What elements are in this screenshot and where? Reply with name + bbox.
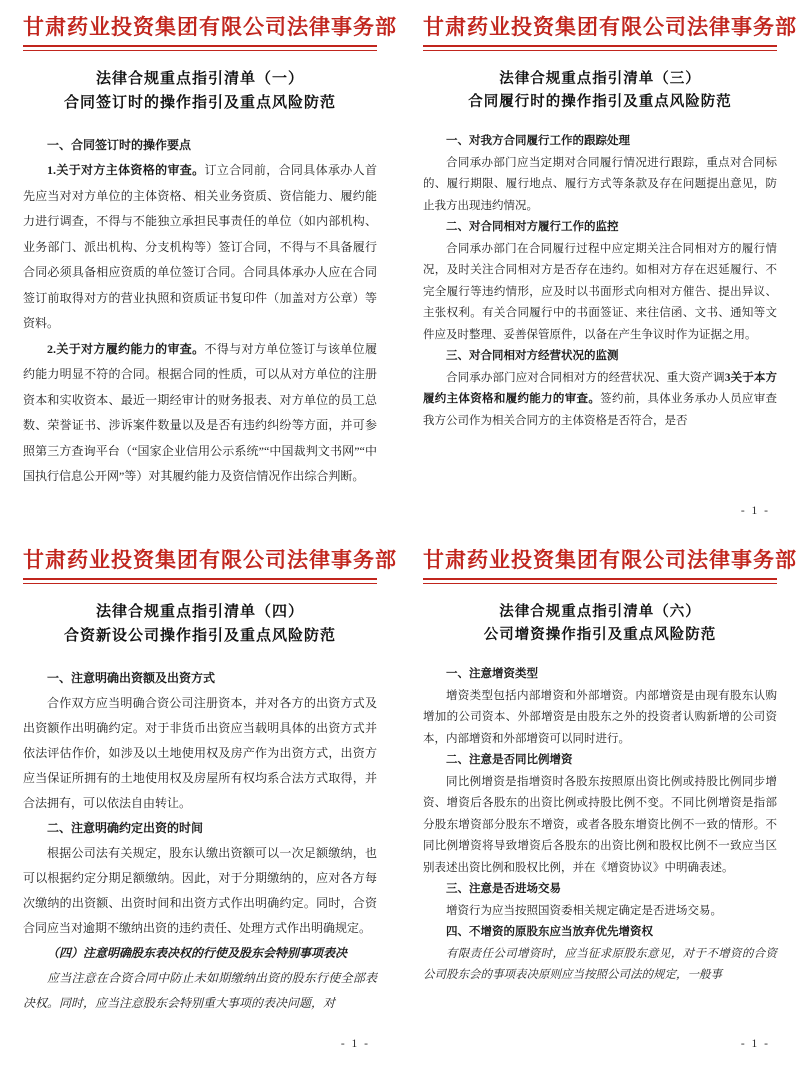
section-heading: 一、合同签订时的操作要点: [47, 137, 192, 152]
department-banner: 甘肃药业投资集团有限公司法律事务部: [23, 15, 397, 39]
doc-title-line2: 合同履行时的操作指引及重点风险防范: [468, 93, 732, 110]
document-page: [0, 0, 400, 533]
doc-title: [423, 601, 777, 646]
paragraph: 增资类型包括内部增资和外部增资。内部增资是由现有股东认购增加的公司资本、外部增资是由股东之外的投资者认购新增的公司资本，内部增资和外部增资可以同时进行。: [423, 689, 777, 745]
document-page: [400, 0, 800, 533]
doc-title: [423, 68, 777, 113]
paragraph: 合作双方应当明确合资公司注册资本，并对各方的出资方式及出资额作出明确约定。对于非货币出资应当载明具体的出资方式并依法评估作价，如涉及以土地使用权及房产作为出资方式，出资方应当保证所拥有的土地使用权及房屋所有权均系合法方式取得，并合法拥有，可以依法自由转让。: [23, 695, 377, 810]
banner-divider: [423, 578, 777, 584]
doc-title-line2: 合同签订时的操作指引及重点风险防范: [63, 94, 336, 111]
section-heading: 一、对我方合同履行工作的跟踪处理: [446, 135, 630, 148]
page-body: [23, 666, 377, 1016]
section-heading: 二、对合同相对方履行工作的监控: [446, 221, 619, 234]
paragraph: 合同承办部门在合同履行过程中应定期关注合同相对方的履行情况，及时关注合同相对方是否存在违约。如相对方存在迟延履行、不完全履行等违约情形，应及时以书面形式向相对方催告、提出异议、主张权利。有关合同履行中的书面签证、来往信函、文书、通知等文件应及时整理、妥善保管原件，以备在产生争议时作为证据之用。: [423, 242, 777, 341]
doc-title-line1: 法律合规重点指引清单（四）: [95, 604, 304, 621]
section-heading: 四、不增资的原股东应当放弃优先增资权: [446, 926, 653, 939]
page-number: - 1 -: [340, 1038, 370, 1050]
doc-title-line1: 法律合规重点指引清单（六）: [499, 604, 701, 621]
document-page: [0, 533, 400, 1066]
page-body: [423, 131, 777, 432]
doc-title-line2: 合资新设公司操作指引及重点风险防范: [63, 627, 336, 644]
section-heading: 一、注意明确出资额及出资方式: [47, 670, 216, 685]
department-banner: 甘肃药业投资集团有限公司法律事务部: [423, 15, 797, 39]
document-page: [400, 533, 800, 1066]
paragraph: 有限责任公司增资时，应当征求原股东意见，对于不增资的合资公司股东会的事项表决原则应当按照公司法的规定，一般事: [423, 947, 777, 982]
section-heading: 一、注意增资类型: [446, 668, 538, 681]
page-number: - 1 -: [740, 505, 770, 517]
paragraph: 根据公司法有关规定，股东认缴出资额可以一次足额缴纳，也可以根据约定分期足额缴纳。因此，对于分期缴纳的，应对各方每次缴纳的出资额、出资时间和出资方式作出明确约定。同时，合资合同应当对逾期不缴纳出资的违约责任、处理方式作出明确规定。: [23, 845, 377, 935]
doc-title-line1: 法律合规重点指引清单（一）: [95, 71, 304, 88]
department-banner: 甘肃药业投资集团有限公司法律事务部: [23, 548, 397, 572]
section-heading: 三、注意是否进场交易: [446, 883, 561, 896]
section-heading: 三、对合同相对方经营状况的监测: [446, 350, 619, 363]
section-heading: 二、注意是否同比例增资: [446, 754, 573, 767]
paragraph: 增资行为应当按照国资委相关规定确定是否进场交易。: [446, 904, 722, 917]
page-body: [423, 664, 777, 987]
department-banner: 甘肃药业投资集团有限公司法律事务部: [423, 548, 797, 572]
paragraph: 合同承办部门应对合同相对方的经营状况、重大资产调3关于本方履约主体资格和履约能力的审查。签约前，具体业务承办人员应审查我方公司作为相关合同方的主体资格是否符合，是否: [423, 371, 778, 427]
page-body: [23, 133, 377, 490]
paragraph: 1.关于对方主体资格的审查。订立合同前，合同具体承办人首先应当对对方单位的主体资格、相关业务资质、资信能力、履约能力进行调查，不得与不能独立承担民事责任的单位（如内部机构、业务部门、派出机构、分支机构等）签订合同，不得与不具备履行合同必须具备相应资质的单位签订合同。合同具体承办人应在合同签订前取得对方的营业执照和资质证书复印件（加盖对方公章）等资料。: [23, 163, 377, 331]
banner-divider: [23, 578, 377, 584]
section-heading: （四）注意明确股东表决权的行使及股东会特别事项表决: [47, 945, 348, 960]
doc-title: [23, 601, 377, 648]
page-number: - 1 -: [740, 1038, 770, 1050]
banner-divider: [423, 45, 777, 51]
doc-title-line2: 公司增资操作指引及重点风险防范: [483, 626, 717, 643]
paragraph: 同比例增资是指增资时各股东按照原出资比例或持股比例同步增资、增资后各股东的出资比例或持股比例不变。不同比例增资是指部分股东增资部分股东不增资，或者各股东增资比例不一致的情形。不同比例增资将导致增资后各股东的出资比例和股权比例不一致应当区别表述出资比例和股权比例，并在《增资协议》中明确表述。: [423, 775, 777, 874]
paragraph: 合同承办部门应当定期对合同履行情况进行跟踪，重点对合同标的、履行期限、履行地点、履行方式等条款及存在问题提出意见，防止我方出现违约情况。: [423, 156, 777, 212]
doc-title-line1: 法律合规重点指引清单（三）: [499, 71, 701, 88]
section-heading: 二、注意明确约定出资的时间: [47, 820, 204, 835]
paragraph: 2.关于对方履约能力的审查。不得与对方单位签订与该单位履约能力明显不符的合同。根据合同的性质，可以从对方单位的注册资本和实收资本、最近一期经审计的财务报表、对方单位的员工总数、荣誉证书、涉诉案件数量以及是否有违约纠纷等方面，并可参照第三方查询平台（“国家企业信用公示系统”“中国裁判文书网”“中国执行信息公开网”等）对其履约能力及资信情况作出综合判断。: [23, 341, 377, 484]
paragraph: 应当注意在合资合同中防止未如期缴纳出资的股东行使全部表决权。同时，应当注意股东会特别重大事项的表决问题，对: [23, 970, 377, 1010]
doc-title: [23, 68, 377, 115]
banner-divider: [23, 45, 377, 51]
